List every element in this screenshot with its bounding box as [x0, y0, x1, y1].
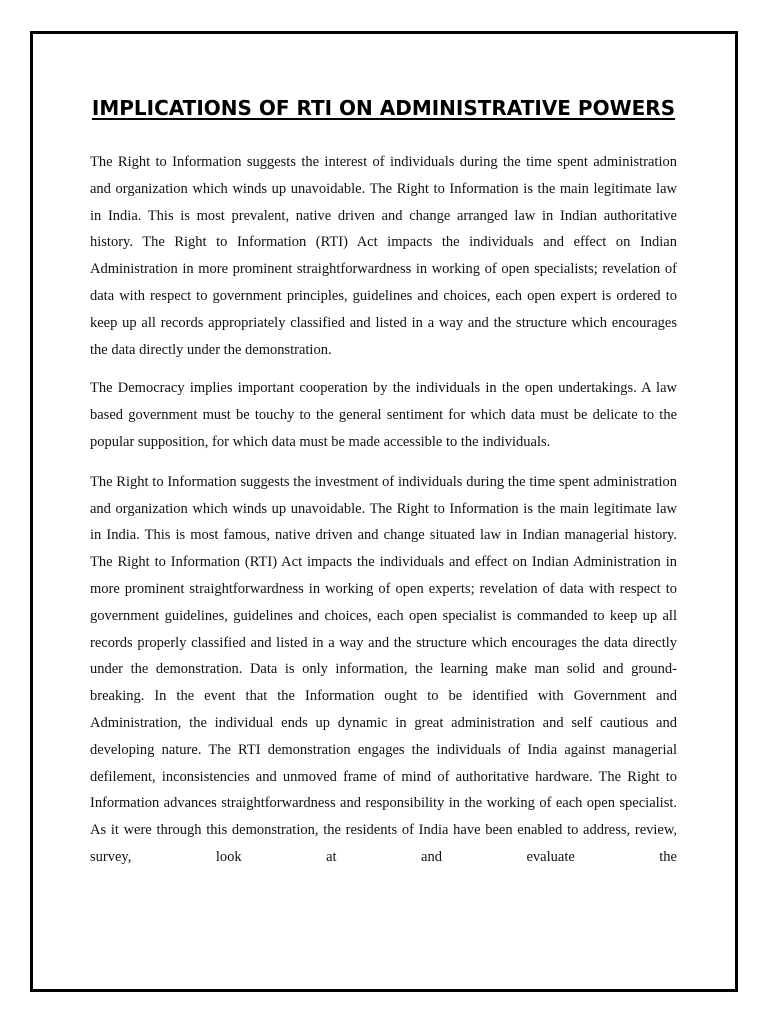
- document-body: [90, 90, 677, 871]
- paragraph-2: The Democracy implies important cooperation by the individuals in the open undertakings. A law based government must be touchy to the general sentiment for which data must be delicate to the popular supposition, for which data must be made accessible to the individuals.: [90, 380, 677, 450]
- document-title: IMPLICATIONS OF RTI ON ADMINISTRATIVE POWERS: [91, 96, 676, 120]
- paragraph-1: The Right to Information suggests the interest of individuals during the time spent administration and organization which winds up unavoidable. The Right to Information is the main legitimate law in India. This is most prevalent, native driven and change arranged law in Indian authoritative history. The Right to Information (RTI) Act impacts the individuals and effect on Indian Administration in more prominent straightforwardness in working of open specialists; revelation of data with respect to government principles, guidelines and choices, each open expert is ordered to keep up all records appropriately classified and listed in a way and the structure which encourages the data directly under the demonstration.: [90, 154, 677, 358]
- paragraph-3: The Right to Information suggests the investment of individuals during the time spent administration and organization which winds up unavoidable. The Right to Information is the main legitimate law in India. This is most famous, native driven and change situated law in Indian managerial history. The Right to Information (RTI) Act impacts the individuals and effect on Indian Administration in more prominent straightforwardness in working of open experts; revelation of data with respect to government guidelines, guidelines and choices, each open specialist is commanded to keep up all records properly classified and listed in a way and the structure which encourages the data directly under the demonstration. Data is only information, the learning make man solid and ground-breaking. In the event that the Information ought to be identified with Government and Administration, the individual ends up dynamic in great administration and self cautious and developing nature. The RTI demonstration engages the individuals of India against managerial defilement, inconsistencies and unmoved frame of mind of authoritative hardware. The Right to Information advances straightforwardness and responsibility in the working of each open specialist. As it were through this demonstration, the residents of India have been enabled to address, review, survey, look at and evaluate the: [90, 473, 677, 865]
